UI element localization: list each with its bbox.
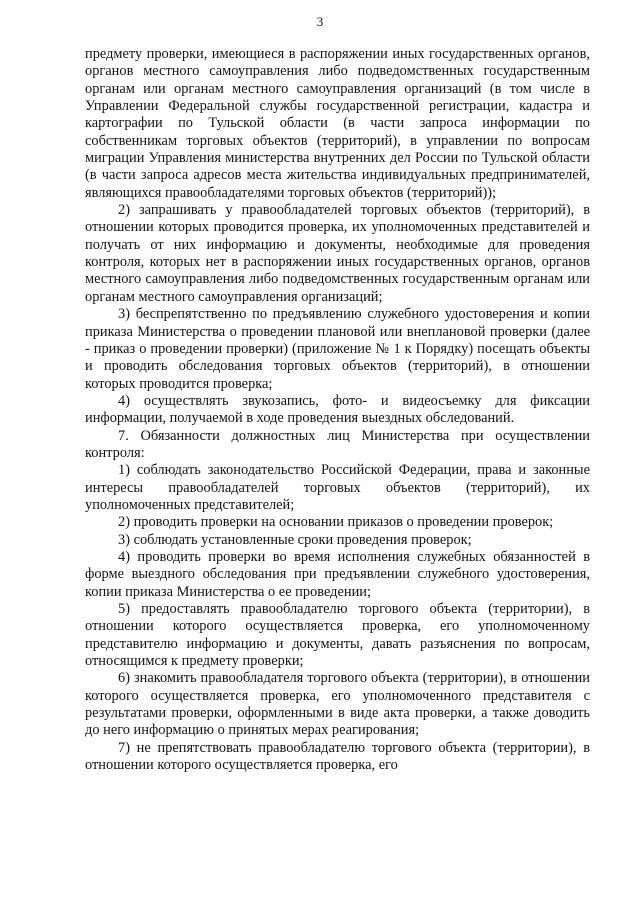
duty-item-1: 1) соблюдать законодательство Российской Федерации, права и законные интересы правообладателей торговых объектов (территорий), их уполномоченных представителей; (85, 462, 590, 513)
section-7-heading: 7. Обязанности должностных лиц Министерства при осуществлении контроля: (85, 427, 590, 461)
duty-item-7: 7) не препятствовать правообладателю торгового объекта (территории), в отношении которого осуществляется проверка, его (85, 739, 590, 774)
document-body (85, 46, 590, 774)
duty-item-4: 4) проводить проверки во время исполнения служебных обязанностей в форме выездного обследования при предъявлении служебного удостоверения, копии приказа Министерства о ее проведении; (85, 548, 590, 600)
paragraph-continuation: предмету проверки, имеющиеся в распоряжении иных государственных органов, органов местного самоуправления либо подведомственных государственным органам или органам местного самоуправления организаций (в том числе в Управлении Федеральной службы государственной регистрации, кадастра и картографии по Тульской области (в части запроса информации по собственникам торговых объектов (территорий), в управлении по вопросам миграции Управления министерства внутренних дел России по Тульской области (в части запроса адресов места жительства индивидуальных предпринимателей, являющихся правообладателями торговых объектов (территорий)); (85, 46, 590, 201)
paragraph-item-3: 3) беспрепятственно по предъявлению служебного удостоверения и копии приказа Министерства о проведении плановой или внеплановой проверки (далее - приказ о проведении проверки) (приложение № 1 к Порядку) посещать объекты и проводить обследования торговых объектов (территорий), в отношении которых проводится проверка; (85, 306, 590, 392)
duty-item-5: 5) предоставлять правообладателю торгового объекта (территории), в отношении которого осуществляется проверка, его уполномоченному представителю информацию и документы, давать разъяснения по вопросам, относящимся к предмету проверки; (85, 601, 590, 670)
page-number: 3 (316, 14, 324, 29)
paragraph-item-2: 2) запрашивать у правообладателей торговых объектов (территорий), в отношении которых проводится проверка, их уполномоченных представителей и получать от них информацию и документы, необходимые для проведения контроля, которых нет в распоряжении иных государственных органов, органов местного самоуправления либо подведомственных государственным органам или органам местного самоуправления организаций; (85, 202, 590, 305)
paragraph-item-4: 4) осуществлять звукозапись, фото- и видеосъемку для фиксации информации, получаемой в ходе проведения выездных обследований. (85, 392, 590, 427)
duty-item-3: 3) соблюдать установленные сроки проведения проверок; (118, 531, 472, 548)
duty-item-2: 2) проводить проверки на основании приказов о проведении проверок; (118, 514, 554, 531)
duty-item-6: 6) знакомить правообладателя торгового объекта (территории), в отношении которого осуществляется проверка, его уполномоченного представителя с результатами проверки, оформленными в виде акта проверки, а также доводить до него информацию о принятых мерах реагирования; (85, 670, 590, 739)
